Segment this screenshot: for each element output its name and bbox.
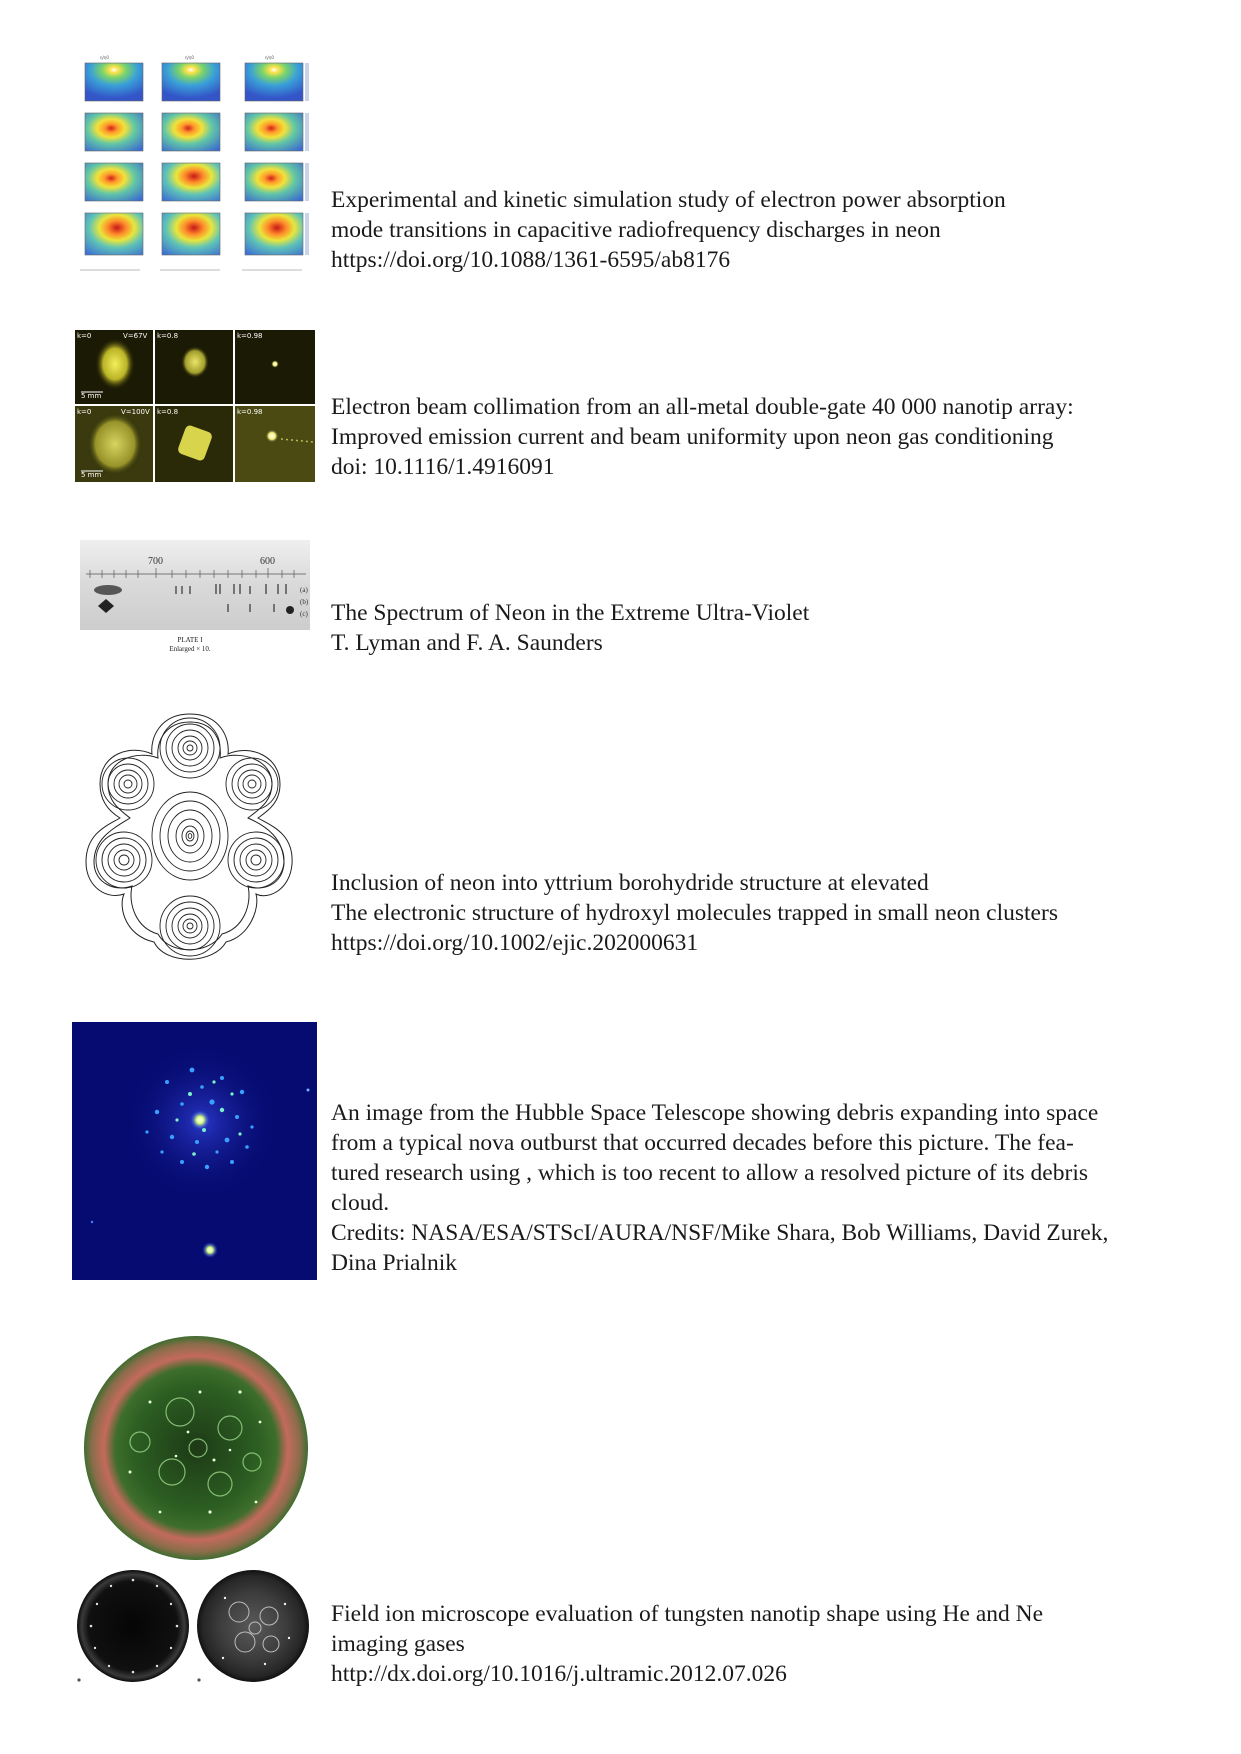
caption-line: Credits: NASA/ESA/STScI/AURA/NSF/Mike Shara, Bob Williams, David Zurek, — [331, 1220, 1109, 1246]
caption-line: Improved emission current and beam uniformity upon neon gas conditioning — [331, 424, 1054, 450]
caption-line: Inclusion of neon into yttrium borohydride structure at elevated — [331, 870, 929, 896]
caption-line: Field ion microscope evaluation of tungsten nanotip shape using He and Ne — [331, 1601, 1044, 1627]
spectrum-row-label: (c) — [300, 610, 308, 618]
caption-line: Electron beam collimation from an all-metal double-gate 40 000 nanotip array: — [331, 394, 1074, 420]
beam-label: k=0 — [77, 332, 92, 340]
beam-label: V=67V — [123, 332, 148, 340]
neon-spectrum-plate — [78, 538, 318, 654]
beam-label: k=0.98 — [237, 332, 263, 340]
electron-beam-figure — [75, 330, 315, 482]
caption-1 — [331, 185, 1161, 275]
caption-line: The Spectrum of Neon in the Extreme Ultra-Violet — [331, 600, 810, 626]
beam-label: V=100V — [121, 408, 150, 416]
caption-line: Dina Prialnik — [331, 1250, 457, 1276]
hubble-nova-image — [72, 1022, 317, 1280]
svg-text:η/η0: η/η0 — [265, 55, 274, 60]
caption-5 — [331, 1098, 1161, 1278]
caption-line: tured research using , which is too recent to allow a resolved picture of its debris — [331, 1160, 1088, 1186]
svg-text:η/η0: η/η0 — [100, 55, 109, 60]
beam-label: 5 mm — [81, 471, 102, 479]
caption-line: from a typical nova outburst that occurred decades before this picture. The fea- — [331, 1130, 1074, 1156]
spectrum-row-label: (b) — [300, 598, 309, 606]
field-ion-microscope-images — [75, 1568, 317, 1688]
caption-3 — [331, 598, 1161, 658]
caption-4 — [331, 868, 1161, 958]
beam-label: k=0.98 — [237, 408, 263, 416]
spectrum-scale-label: 600 — [260, 556, 275, 567]
spectrum-scale-label: 700 — [148, 556, 163, 567]
caption-line: imaging gases — [331, 1631, 465, 1657]
caption-line: doi: 10.1116/1.4916091 — [331, 454, 555, 480]
caption-line: An image from the Hubble Space Telescope showing debris expanding into space — [331, 1100, 1099, 1126]
caption-6 — [331, 1599, 1161, 1689]
caption-2 — [331, 392, 1161, 482]
heatmap-grid-figure — [70, 55, 320, 283]
beam-label: k=0.8 — [157, 332, 179, 340]
svg-text:η/η0: η/η0 — [185, 55, 194, 60]
caption-line: https://doi.org/10.1002/ejic.202000631 — [331, 930, 699, 956]
beam-label: 5 mm — [81, 392, 102, 400]
caption-line: mode transitions in capacitive radiofrequency discharges in neon — [331, 217, 941, 243]
field-ion-green-image — [80, 1332, 312, 1564]
spectrum-row-label: (a) — [300, 586, 308, 594]
caption-line: The electronic structure of hydroxyl molecules trapped in small neon clusters — [331, 900, 1058, 926]
caption-line: https://doi.org/10.1088/1361-6595/ab8176 — [331, 247, 731, 273]
caption-line: Experimental and kinetic simulation study of electron power absorption — [331, 187, 1006, 213]
beam-label: k=0.8 — [157, 408, 179, 416]
plate-title: PLATE I — [177, 636, 203, 644]
beam-label: k=0 — [77, 408, 92, 416]
caption-line: T. Lyman and F. A. Saunders — [331, 630, 603, 656]
contour-map-figure — [80, 708, 300, 973]
plate-subtitle: Enlarged × 10. — [169, 645, 211, 653]
caption-line: http://dx.doi.org/10.1016/j.ultramic.2012.07.026 — [331, 1661, 787, 1687]
caption-line: cloud. — [331, 1190, 390, 1216]
